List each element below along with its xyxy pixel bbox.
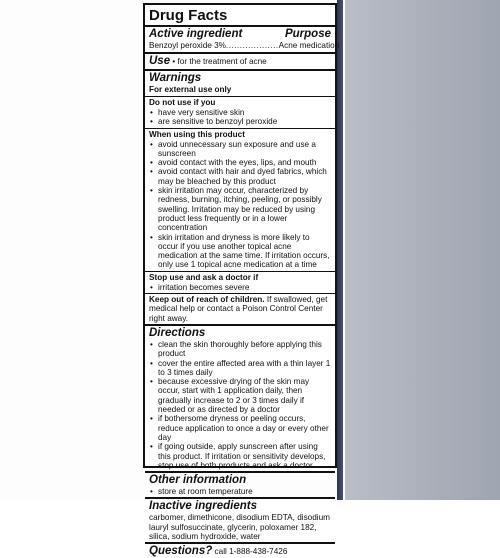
drug-facts-title: Drug Facts [149, 7, 228, 24]
divider [145, 96, 335, 97]
leader-dots: ................... [225, 41, 279, 50]
divider [145, 271, 335, 272]
stop-use-heading: Stop use and ask a doctor if [149, 272, 259, 282]
warnings-heading: Warnings [149, 72, 202, 84]
directions-list [149, 340, 331, 470]
list-item: • avoid contact with the eyes, lips, and mouth [149, 158, 331, 167]
list-item: • if bothersome dryness or peeling occurs, reduce application to once a day or every other day [149, 414, 331, 442]
package-side-flap [345, 0, 500, 500]
when-using-heading: When using this product [149, 129, 245, 139]
active-ingredient-name: Benzoyl peroxide 3% [149, 41, 226, 50]
list-item: • irritation becomes severe [149, 283, 331, 292]
use-text: • for the treatment of acne [172, 57, 267, 66]
other-info-list [149, 487, 331, 496]
divider [145, 542, 335, 544]
do-not-use-heading: Do not use if you [149, 98, 216, 107]
use-heading: Use [149, 55, 171, 67]
list-item: • skin irritation and dryness is more likely to occur if you use another topical acne medication at the same time. If irritation occurs, only use 1 topical acne medication at a time [149, 233, 331, 270]
list-item: • clean the skin thoroughly before applying this product [149, 340, 331, 359]
divider [145, 324, 335, 326]
questions-heading: Questions? [149, 545, 213, 558]
directions-heading: Directions [149, 326, 206, 339]
inactive-text: carbomer, dimethicone, disodium EDTA, disodium lauryl sulfosuccinate, glycerin, poloxamer 182, silica, sodium hydroxide, water [149, 513, 330, 541]
divider [145, 25, 335, 27]
stop-use-list [149, 283, 331, 292]
list-item: • avoid contact with hair and dyed fabrics, which may be bleached by this product [149, 167, 331, 186]
use-section [149, 55, 331, 68]
do-not-use-list [149, 108, 331, 127]
keep-out-bold: Keep out of reach of children. [149, 295, 265, 305]
package-edge [337, 0, 343, 500]
list-item: • cover the entire affected area with a thin layer 1 to 3 times daily [149, 359, 331, 378]
divider [145, 69, 335, 71]
divider [145, 52, 335, 54]
divider [145, 293, 335, 294]
divider [145, 497, 335, 499]
questions-section [149, 545, 331, 558]
active-ingredient-header [149, 28, 331, 41]
active-ingredient-heading: Active ingredient [149, 28, 243, 40]
when-using-list [149, 140, 331, 270]
divider [145, 128, 335, 129]
external-use-note: For external use only [149, 85, 232, 94]
list-item: • if going outside, apply sunscreen after using this product. If irritation or sensitivity develops, stop use of both products and ask a doctor [149, 442, 331, 470]
keep-out-text: If swallowed, get medical help or contact a Poison Control Center right away. [149, 295, 328, 323]
active-ingredient-row [149, 41, 340, 51]
drug-facts-panel [143, 3, 340, 558]
divider [145, 471, 335, 473]
purpose-heading: Purpose [284, 28, 331, 40]
list-item: • store at room temperature [149, 487, 331, 496]
list-item: • skin irritation may occur, characterized by redness, burning, itching, peeling, or possibly swelling. Irritation may be reduced by using product less frequently or in a lower concentration [149, 186, 331, 232]
list-item: • have very sensitive skin [149, 108, 331, 117]
questions-phone: call 1-888-438-7426 [214, 547, 288, 557]
list-item: • because excessive drying of the skin may occur, start with 1 application daily, then gradually increase to 2 or 3 times daily if needed or as directed by a doctor [149, 377, 331, 414]
list-item: • are sensitive to benzoyl peroxide [149, 117, 331, 126]
other-info-heading: Other information [149, 474, 247, 487]
active-ingredient-purpose: Acne medication [278, 41, 340, 50]
keep-out-of-reach [149, 295, 331, 323]
inactive-heading: Inactive ingredients [149, 500, 258, 513]
list-item: • avoid unnecessary sun exposure and use a sunscreen [149, 140, 331, 159]
